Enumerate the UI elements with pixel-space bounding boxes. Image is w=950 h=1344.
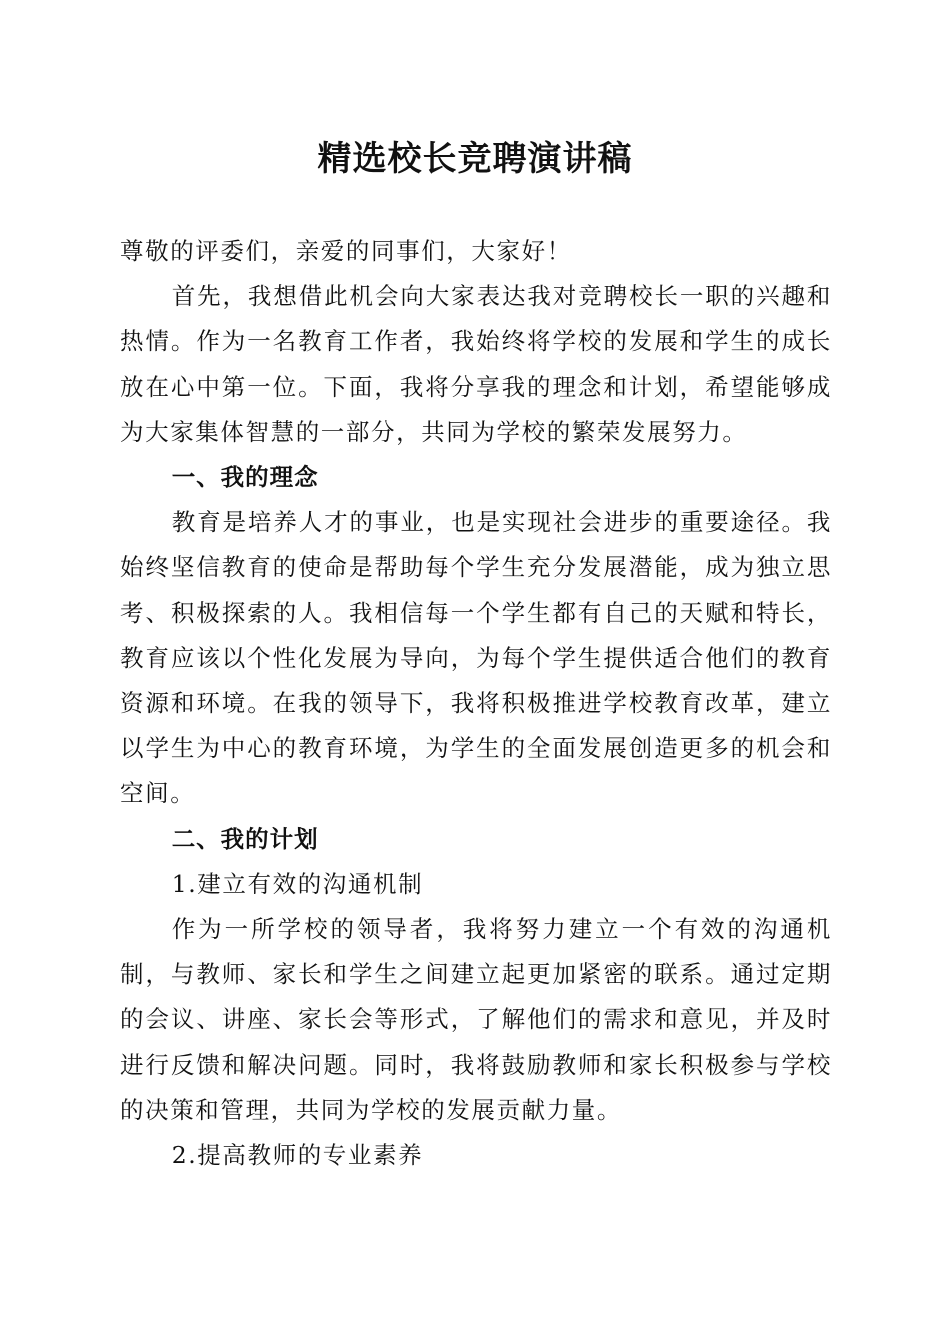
item1-heading: 1.建立有效的沟通机制 — [171, 869, 424, 898]
document-body — [120, 229, 832, 1178]
item1-paragraph: 作为一所学校的领导者，我将努力建立一个有效的沟通机制，与教师、家长和学生之间建立起更加紧密的联系。通过定期的会议、讲座、家长会等形式，了解他们的需求和意见，并及时进行反馈和解决问题。同时，我将鼓励教师和家长积极参与学校的决策和管理，共同为学校的发展贡献力量。 — [120, 915, 832, 1124]
section1-paragraph: 教育是培养人才的事业，也是实现社会进步的重要途径。我始终坚信教育的使命是帮助每个学生充分发展潜能，成为独立思考、积极探索的人。我相信每一个学生都有自己的天赋和特长，教育应该以个性化发展为导向，为每个学生提供适合他们的教育资源和环境。在我的领导下，我将积极推进学校教育改革，建立以学生为中心的教育环境，为学生的全面发展创造更多的机会和空间。 — [120, 508, 832, 808]
document-title: 精选校长竞聘演讲稿 — [317, 139, 633, 179]
section2-heading: 二、我的计划 — [171, 824, 319, 853]
section1-heading: 一、我的理念 — [171, 463, 319, 492]
intro-paragraph: 首先，我想借此机会向大家表达我对竞聘校长一职的兴趣和热情。作为一名教育工作者，我始终将学校的发展和学生的成长放在心中第一位。下面，我将分享我的理念和计划，希望能够成为大家集体智慧的一部分，共同为学校的繁荣发展努力。 — [120, 282, 832, 446]
item2-heading: 2.提高教师的专业素养 — [171, 1141, 424, 1170]
greeting-paragraph: 尊敬的评委们，亲爱的同事们，大家好！ — [120, 237, 572, 265]
